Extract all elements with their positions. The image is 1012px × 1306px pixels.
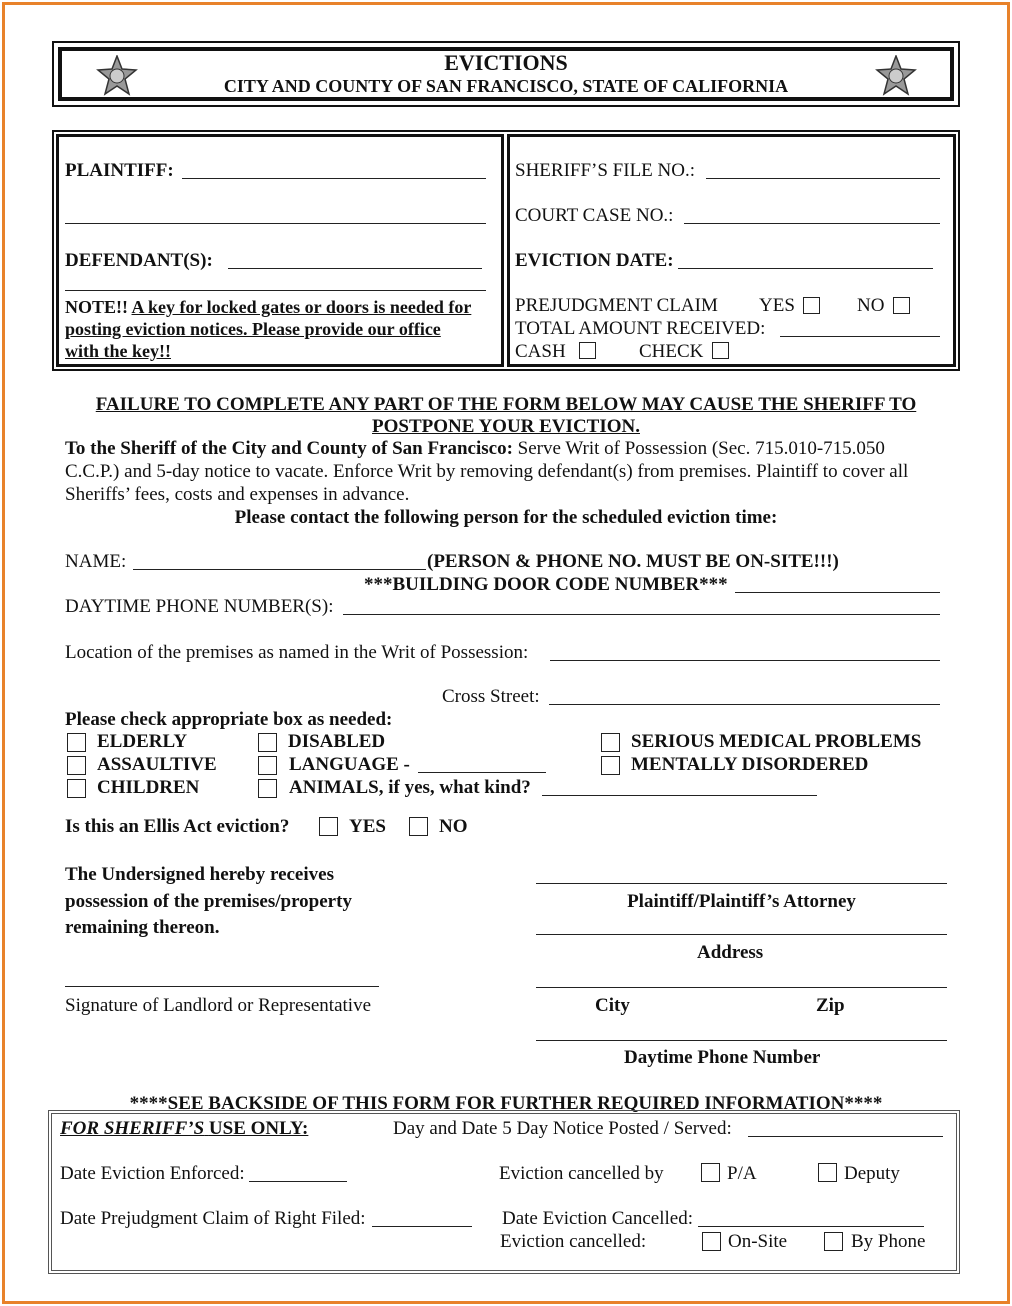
cancelled-by-label: Eviction cancelled by bbox=[499, 1163, 664, 1184]
cash-label: CASH bbox=[515, 341, 566, 362]
address-label: Address bbox=[697, 942, 764, 963]
city-zip-field[interactable] bbox=[536, 987, 947, 988]
note-prefix: NOTE!! bbox=[65, 297, 128, 317]
cash-checkbox[interactable] bbox=[579, 342, 596, 359]
children-label: CHILDREN bbox=[97, 777, 200, 798]
receives-line-2: possession of the premises/property bbox=[65, 891, 352, 912]
total-amount-label: TOTAL AMOUNT RECEIVED: bbox=[515, 318, 766, 339]
landlord-signature-label: Signature of Landlord or Representative bbox=[65, 995, 372, 1016]
body-line-2: C.C.P.) and 5-day notice to vacate. Enforce Writ by removing defendant(s) from premises. Plaintiff to cover all bbox=[65, 461, 909, 482]
ellis-no-checkbox[interactable] bbox=[409, 817, 428, 836]
total-amount-field[interactable] bbox=[780, 336, 940, 337]
phone-field[interactable] bbox=[343, 614, 940, 615]
body-line-3: Sheriffs’ fees, costs and expenses in advance. bbox=[65, 484, 410, 505]
prejudgment-label: PREJUDGMENT CLAIM bbox=[515, 295, 718, 316]
notice-posted-label: Day and Date 5 Day Notice Posted / Served: bbox=[393, 1118, 732, 1139]
ellis-no-label: NO bbox=[439, 816, 468, 837]
language-checkbox[interactable] bbox=[258, 756, 277, 775]
disabled-label: DISABLED bbox=[288, 731, 386, 752]
plaintiff-label: PLAINTIFF: bbox=[65, 160, 174, 181]
sheriff-file-label: SHERIFF’S FILE NO.: bbox=[515, 160, 695, 181]
form-subtitle: CITY AND COUNTY OF SAN FRANCISCO, STATE OF CALIFORNIA bbox=[223, 76, 789, 96]
court-case-label: COURT CASE NO.: bbox=[515, 205, 674, 226]
address-field[interactable] bbox=[536, 934, 947, 935]
onsite-checkbox[interactable] bbox=[702, 1232, 721, 1251]
instructions-paragraph bbox=[65, 438, 885, 460]
mental-checkbox[interactable] bbox=[601, 756, 620, 775]
elderly-checkbox[interactable] bbox=[67, 733, 86, 752]
disabled-checkbox[interactable] bbox=[258, 733, 277, 752]
byphone-checkbox[interactable] bbox=[824, 1232, 843, 1251]
prejudgment-no-label: NO bbox=[857, 295, 885, 316]
contact-heading: Please contact the following person for the scheduled eviction time: bbox=[234, 507, 778, 528]
landlord-signature-field[interactable] bbox=[65, 986, 379, 987]
defendant-field[interactable] bbox=[228, 268, 482, 269]
eviction-date-field[interactable] bbox=[678, 268, 933, 269]
name-label: NAME: bbox=[65, 551, 127, 572]
note-text-1: A key for locked gates or doors is needed for bbox=[131, 297, 472, 317]
name-note: (PERSON & PHONE NO. MUST BE ON-SITE!!!) bbox=[427, 551, 839, 572]
ellis-yes-label: YES bbox=[349, 816, 386, 837]
deputy-label: Deputy bbox=[844, 1163, 900, 1184]
checklist-heading: Please check appropriate box as needed: bbox=[65, 709, 393, 730]
assaultive-label: ASSAULTIVE bbox=[97, 754, 217, 775]
byphone-label: By Phone bbox=[851, 1231, 926, 1252]
animals-label: ANIMALS, if yes, what kind? bbox=[289, 777, 531, 798]
door-code-label: ***BUILDING DOOR CODE NUMBER*** bbox=[364, 574, 728, 595]
ellis-question: Is this an Ellis Act eviction? bbox=[65, 816, 290, 837]
cross-street-field[interactable] bbox=[549, 704, 940, 705]
mental-label: MENTALLY DISORDERED bbox=[631, 754, 869, 775]
defendant-field-2[interactable] bbox=[65, 290, 486, 291]
prejudgment-filed-label: Date Prejudgment Claim of Right Filed: bbox=[60, 1208, 366, 1229]
note-text-3: with the key!! bbox=[65, 341, 171, 361]
location-field[interactable] bbox=[550, 660, 940, 661]
plaintiff-field-2[interactable] bbox=[65, 223, 486, 224]
medical-checkbox[interactable] bbox=[601, 733, 620, 752]
daytime-phone-field[interactable] bbox=[536, 1040, 947, 1041]
city-label: City bbox=[595, 995, 630, 1016]
to-sheriff: To the Sheriff of the City and County of San Francisco: bbox=[65, 438, 513, 459]
check-checkbox[interactable] bbox=[712, 342, 729, 359]
date-enforced-field[interactable] bbox=[249, 1181, 347, 1182]
prejudgment-no-checkbox[interactable] bbox=[893, 297, 910, 314]
sheriff-use-heading bbox=[60, 1118, 308, 1140]
prejudgment-filed-field[interactable] bbox=[372, 1226, 472, 1227]
eviction-date-label: EVICTION DATE: bbox=[515, 250, 674, 271]
pa-label: P/A bbox=[727, 1163, 757, 1184]
deputy-checkbox[interactable] bbox=[818, 1163, 837, 1182]
children-checkbox[interactable] bbox=[67, 779, 86, 798]
date-cancelled-field[interactable] bbox=[698, 1226, 924, 1227]
ellis-yes-checkbox[interactable] bbox=[319, 817, 338, 836]
prejudgment-yes-label: YES bbox=[759, 295, 795, 316]
form-title: EVICTIONS bbox=[444, 50, 568, 75]
note-text-2: posting eviction notices. Please provide our office bbox=[65, 319, 441, 339]
location-label: Location of the premises as named in the Writ of Possession: bbox=[65, 642, 529, 663]
body-line-1: Serve Writ of Possession (Sec. 715.010-715.050 bbox=[517, 438, 885, 459]
plaintiff-field[interactable] bbox=[182, 178, 486, 179]
cross-street-label: Cross Street: bbox=[442, 686, 540, 707]
prejudgment-yes-checkbox[interactable] bbox=[803, 297, 820, 314]
elderly-label: ELDERLY bbox=[97, 731, 188, 752]
defendant-label: DEFENDANT(S): bbox=[65, 250, 213, 271]
phone-label: DAYTIME PHONE NUMBER(S): bbox=[65, 596, 334, 617]
zip-label: Zip bbox=[816, 995, 845, 1016]
warning-line-2: POSTPONE YOUR EVICTION. bbox=[372, 416, 640, 437]
name-field[interactable] bbox=[133, 569, 426, 570]
language-label: LANGUAGE - bbox=[289, 754, 410, 775]
receives-line-1: The Undersigned hereby receives bbox=[65, 864, 334, 885]
assaultive-checkbox[interactable] bbox=[67, 756, 86, 775]
see-backside-note: ****SEE BACKSIDE OF THIS FORM FOR FURTHER REQUIRED INFORMATION**** bbox=[129, 1093, 883, 1114]
language-field[interactable] bbox=[418, 772, 546, 773]
door-code-field[interactable] bbox=[735, 592, 940, 593]
sheriff-file-field[interactable] bbox=[706, 178, 940, 179]
key-note bbox=[65, 297, 471, 318]
date-enforced-label: Date Eviction Enforced: bbox=[60, 1163, 245, 1184]
plaintiff-attorney-label: Plaintiff/Plaintiff’s Attorney bbox=[627, 891, 856, 912]
court-case-field[interactable] bbox=[684, 223, 940, 224]
warning-line-1: FAILURE TO COMPLETE ANY PART OF THE FORM BELOW MAY CAUSE THE SHERIFF TO bbox=[95, 394, 917, 415]
notice-posted-field[interactable] bbox=[748, 1136, 943, 1137]
sheriff-use-b: USE ONLY: bbox=[208, 1118, 309, 1139]
date-cancelled-label: Date Eviction Cancelled: bbox=[502, 1208, 693, 1229]
animals-checkbox[interactable] bbox=[258, 779, 277, 798]
medical-label: SERIOUS MEDICAL PROBLEMS bbox=[631, 731, 922, 752]
plaintiff-attorney-field[interactable] bbox=[536, 883, 947, 884]
check-label: CHECK bbox=[639, 341, 704, 362]
eviction-cancelled-label: Eviction cancelled: bbox=[500, 1231, 647, 1252]
animals-field[interactable] bbox=[542, 795, 817, 796]
onsite-label: On-Site bbox=[728, 1231, 788, 1252]
receives-line-3: remaining thereon. bbox=[65, 917, 220, 938]
pa-checkbox[interactable] bbox=[701, 1163, 720, 1182]
daytime-phone-label: Daytime Phone Number bbox=[624, 1047, 821, 1068]
sheriff-use-a: FOR SHERIFF’S bbox=[60, 1118, 205, 1139]
